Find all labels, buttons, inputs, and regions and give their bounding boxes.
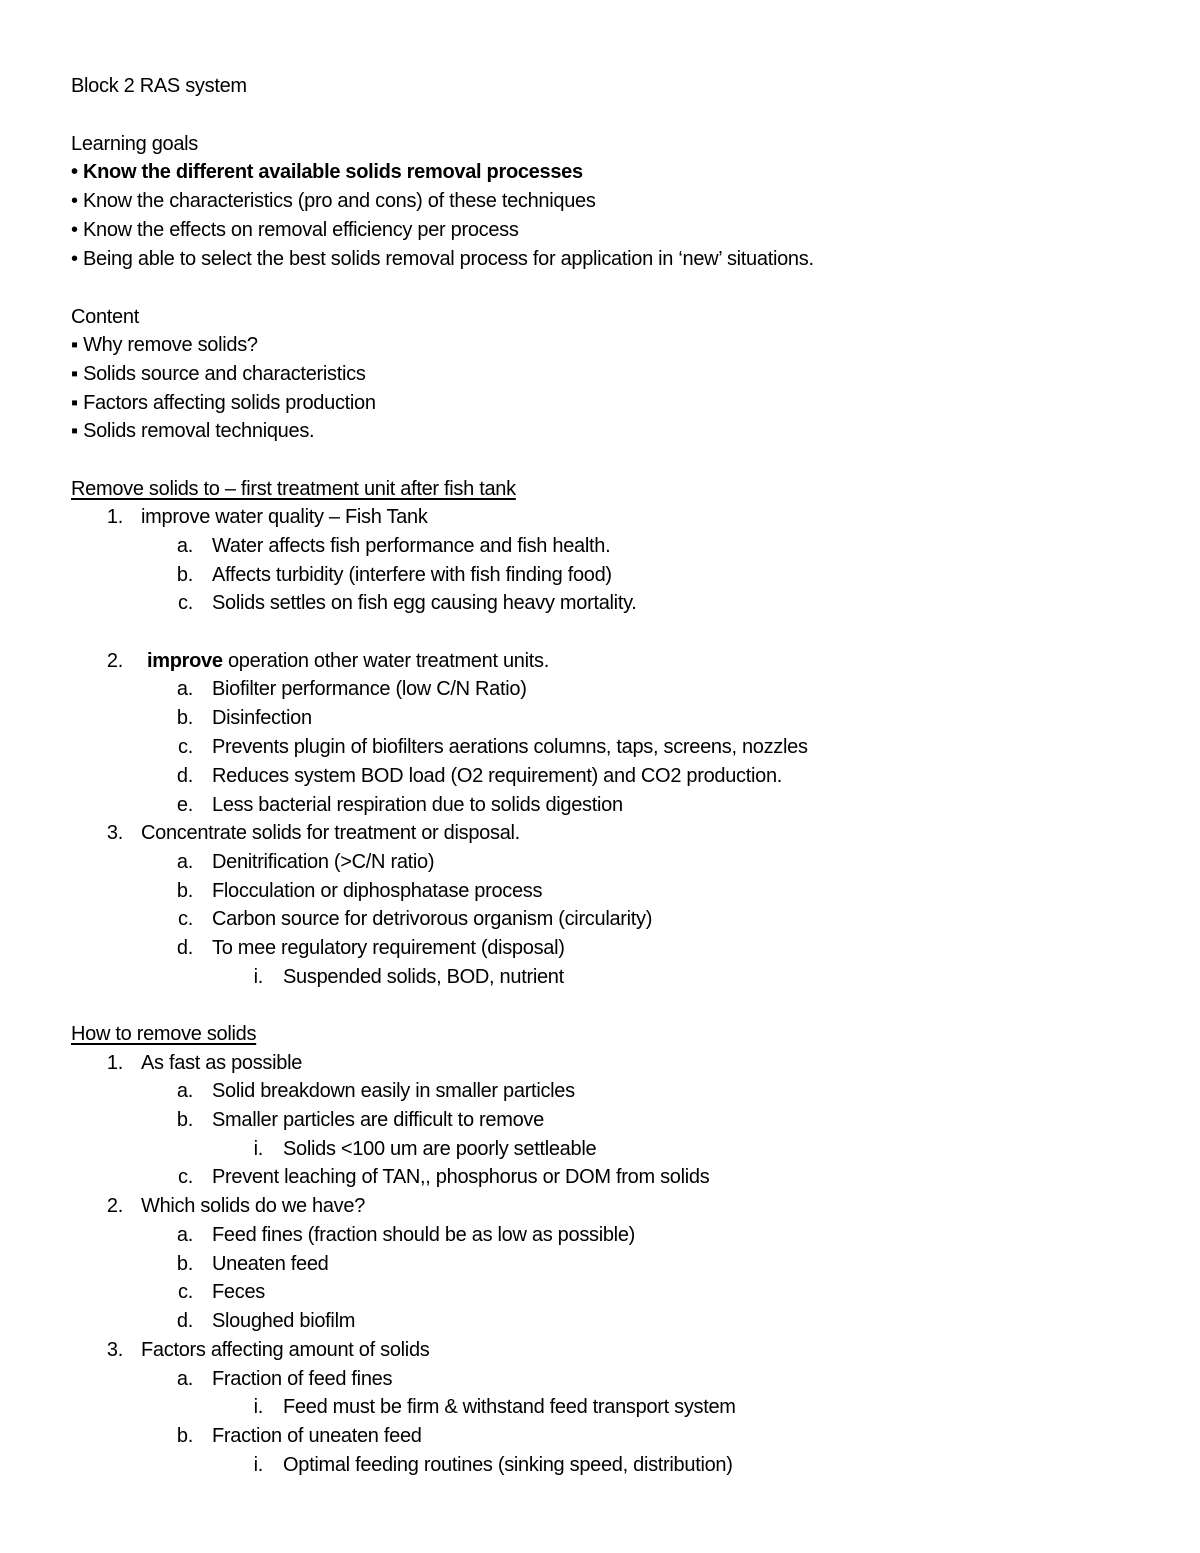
list-marker: b. (176, 707, 193, 729)
bullet-marker: • (71, 219, 78, 241)
bullet-marker: • (71, 190, 78, 212)
list-marker: d. (176, 1310, 193, 1332)
list-marker: i. (253, 1138, 263, 1160)
content-item: ▪ Factors affecting solids production (71, 392, 376, 414)
list-marker: a. (176, 1368, 193, 1390)
list-marker: c. (178, 1166, 193, 1188)
document-title: Block 2 RAS system (71, 75, 247, 97)
list-marker: i. (253, 966, 263, 988)
list-marker: c. (178, 592, 193, 614)
list-marker: i. (253, 1454, 263, 1476)
list-marker: 2. (106, 1195, 123, 1217)
list-marker: b. (176, 1425, 193, 1447)
list-marker: a. (176, 678, 193, 700)
list-marker: c. (178, 908, 193, 930)
bullet-marker: ▪ (71, 392, 78, 414)
list-marker: e. (176, 794, 193, 816)
content-item: ▪ Why remove solids? (71, 334, 258, 356)
content-item: ▪ Solids removal techniques. (71, 420, 315, 442)
list-marker: 3. (106, 822, 123, 844)
bullet-marker: ▪ (71, 420, 78, 442)
list-marker: 2. (106, 650, 123, 672)
list-marker: c. (178, 736, 193, 758)
list-marker: b. (176, 564, 193, 586)
list-marker: 3. (106, 1339, 123, 1361)
how-to-remove-heading: How to remove solids (71, 1023, 257, 1045)
learning-goal-item: • Being able to select the best solids removal process for application in ‘new’ situations. (71, 248, 814, 270)
bullet-marker: • (71, 248, 78, 270)
list-marker: a. (176, 1224, 193, 1246)
list-marker: d. (176, 937, 193, 959)
learning-goal-item: • Know the different available solids removal processes (71, 161, 583, 183)
list-marker: a. (176, 851, 193, 873)
list-marker: c. (178, 1281, 193, 1303)
remove-solids-heading: Remove solids to – first treatment unit after fish tank (71, 478, 516, 500)
list-marker: d. (176, 765, 193, 787)
bullet-marker: ▪ (71, 363, 78, 385)
list-marker: 1. (106, 506, 123, 528)
content-item: ▪ Solids source and characteristics (71, 363, 366, 385)
list-marker: a. (176, 535, 193, 557)
bullet-marker: • (71, 161, 78, 183)
learning-goals-heading: Learning goals (71, 133, 199, 155)
bullet-marker: ▪ (71, 334, 78, 356)
content-heading: Content (71, 306, 139, 328)
list-marker: 1. (106, 1052, 123, 1074)
list-marker: b. (176, 1253, 193, 1275)
list-marker: b. (176, 1109, 193, 1131)
learning-goal-item: • Know the characteristics (pro and cons) of these techniques (71, 190, 596, 212)
list-marker: i. (253, 1396, 263, 1418)
list-marker: a. (176, 1080, 193, 1102)
learning-goal-item: • Know the effects on removal efficiency per process (71, 219, 519, 241)
list-marker: b. (176, 880, 193, 902)
